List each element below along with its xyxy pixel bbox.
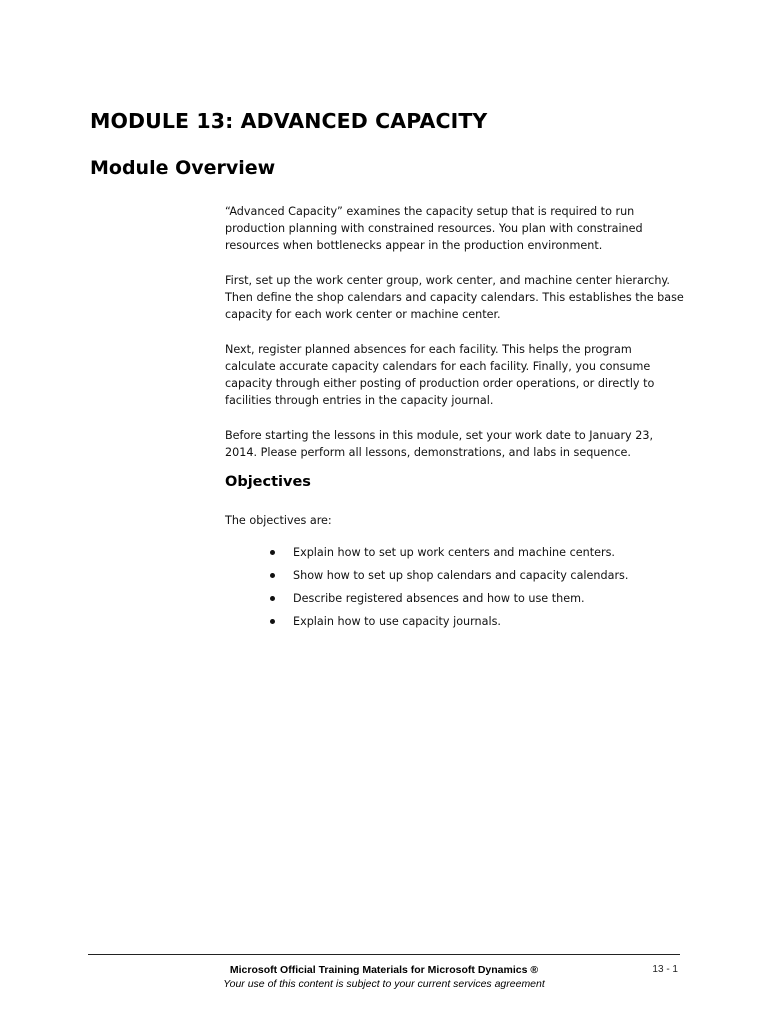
overview-paragraph: Before starting the lessons in this module, set your work date to January 23, 2014. Please perform all lessons, demonstrations, and labs in sequence. (225, 428, 654, 459)
overview-paragraph: Next, register planned absences for each facility. This helps the program calculate accurate capacity calendars for each facility. Finally, you consume capacity through either posting of production order operations, or directly to facilities through entries in the capacity journal. (225, 342, 655, 408)
list-item (270, 567, 628, 590)
objective-text: Show how to set up shop calendars and capacity calendars. (293, 569, 629, 582)
section-heading: Module Overview (90, 157, 276, 179)
objective-text: Explain how to set up work centers and machine centers. (293, 546, 615, 559)
objectives-intro: The objectives are: (225, 514, 332, 527)
list-item (270, 613, 628, 636)
objectives-list (270, 544, 628, 636)
bullet-icon (270, 619, 275, 624)
objectives-heading: Objectives (225, 474, 311, 490)
module-title: MODULE 13: ADVANCED CAPACITY (90, 109, 488, 133)
page-number: 13 - 1 (652, 964, 678, 975)
overview-paragraph: “Advanced Capacity” examines the capacity setup that is required to run production planning with constrained resources. You plan with constrained resources when bottlenecks appear in the production environment. (225, 205, 643, 253)
overview-paragraph: First, set up the work center group, work center, and machine center hierarchy. Then define the shop calendars and capacity calendars. This establishes the base capacity for each work center or machine center. (225, 273, 684, 322)
objective-text: Explain how to use capacity journals. (293, 615, 501, 628)
bullet-icon (270, 550, 275, 555)
footer-notice: Your use of this content is subject to your current services agreement (223, 978, 545, 990)
list-item (270, 590, 628, 613)
footer-divider (88, 954, 680, 955)
bullet-icon (270, 596, 275, 601)
overview-body (225, 203, 685, 478)
footer-title: Microsoft Official Training Materials for Microsoft Dynamics ® (229, 964, 539, 976)
bullet-icon (270, 573, 275, 578)
objective-text: Describe registered absences and how to use them. (293, 592, 585, 605)
list-item (270, 544, 628, 567)
